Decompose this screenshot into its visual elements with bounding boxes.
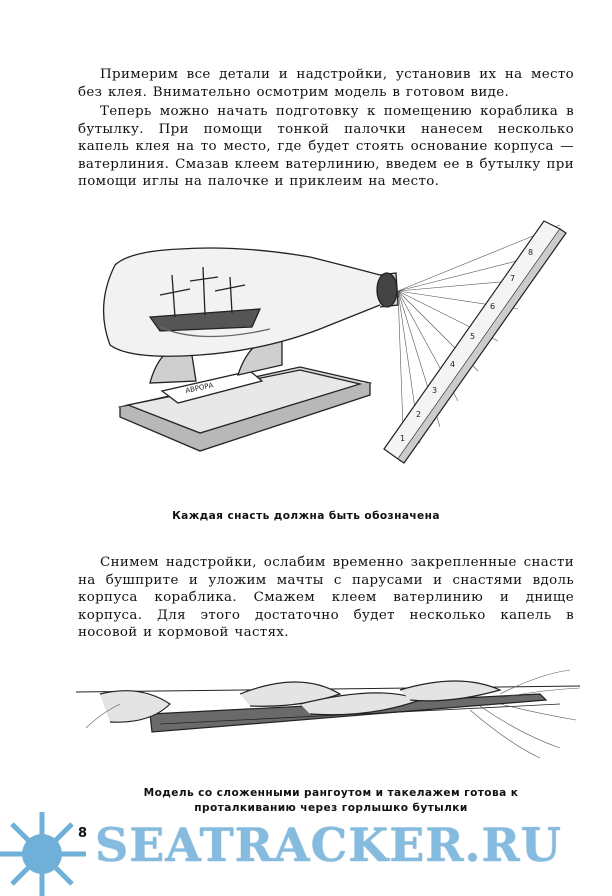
ruler-mark-6: 6 bbox=[490, 302, 496, 311]
bottle bbox=[104, 248, 395, 356]
sun-logo-icon bbox=[0, 806, 90, 896]
ruler-mark-4: 4 bbox=[450, 360, 456, 369]
ruler-mark-5: 5 bbox=[470, 332, 476, 341]
figure-folded-model bbox=[0, 664, 612, 764]
paragraph-2 bbox=[78, 103, 574, 191]
figure-1-caption: Каждая снасть должна быть обозначена bbox=[172, 510, 440, 522]
ruler-mark-1: 1 bbox=[400, 434, 406, 443]
page-number: 8 bbox=[78, 826, 88, 841]
paragraph-1 bbox=[78, 66, 574, 101]
stand-label: АВРОРА bbox=[184, 381, 215, 395]
figure-2-caption: Модель со сложенными рангоутом и такелажем готова к проталкиванию через горлышко бутылки bbox=[143, 787, 519, 814]
ruler-mark-2: 2 bbox=[416, 410, 422, 419]
ruler-mark-3: 3 bbox=[432, 386, 438, 395]
ruler-mark-8: 8 bbox=[528, 248, 534, 257]
paragraph-3-text: Снимем надстройки, ослабим временно закрепленные снасти на бушприте и уложим мачты с парусами и снастями вдоль корпуса кораблика. Смажем клеем ватерлинию и днище корпуса. Для этого достаточно будет несколько капель в носовой и кормовой частях. bbox=[78, 555, 574, 641]
watermark: SEATRACKER.RU bbox=[95, 818, 562, 872]
paragraph-2-text: Теперь можно начать подготовку к помещению кораблика в бутылку. При помощи тонкой палочки нанесем несколько капель клея на то место, где будет стоять основание корпуса — ватерлиния. Смазав клеем ватерлинию, введем ее в бутылку при помощи иглы на палочке и приклеим на место. bbox=[78, 104, 574, 190]
figure-bottle-illustration bbox=[0, 205, 612, 505]
paragraph-3 bbox=[78, 554, 574, 642]
rigging-ruler bbox=[384, 221, 566, 463]
paragraph-1-text: Примерим все детали и надстройки, установив их на место без клея. Внимательно осмотрим модель в готовом виде. bbox=[78, 67, 574, 100]
ruler-mark-7: 7 bbox=[510, 274, 516, 283]
